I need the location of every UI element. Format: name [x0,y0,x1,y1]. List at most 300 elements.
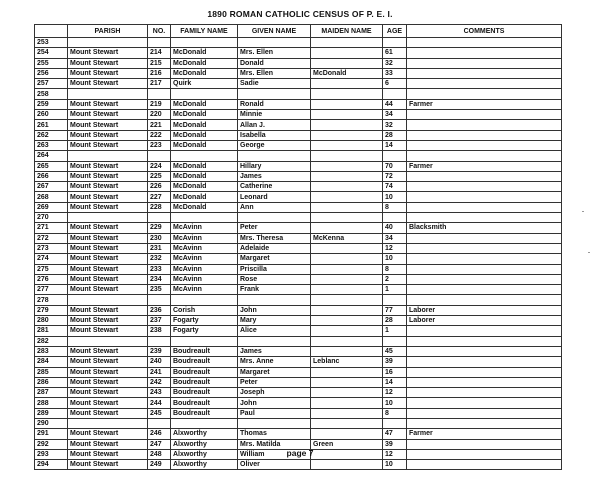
header-line-number [35,25,68,38]
table-row [35,367,562,377]
cell-parish: Mount Stewart [68,388,148,398]
cell-age: 10 [383,254,407,264]
cell-parish: Mount Stewart [68,460,148,470]
cell-comments [407,130,562,140]
cell-line-number: 293 [35,449,68,459]
cell-line-number: 274 [35,254,68,264]
cell-line-number: 271 [35,223,68,233]
cell-family-name: McDonald [171,120,238,130]
cell-no: 237 [148,316,171,326]
cell-age: 32 [383,120,407,130]
cell-family-name: Fogarty [171,326,238,336]
cell-line-number: 282 [35,336,68,346]
cell-comments [407,336,562,346]
cell-given-name: Donald [238,58,311,68]
cell-family-name: McAvinn [171,254,238,264]
cell-family-name: Boudreault [171,408,238,418]
table-row [35,79,562,89]
cell-given-name: Mary [238,316,311,326]
cell-maiden-name: Green [311,439,383,449]
cell-no: 223 [148,140,171,150]
cell-age: 10 [383,460,407,470]
cell-line-number: 265 [35,161,68,171]
cell-family-name: McDonald [171,68,238,78]
cell-given-name [238,418,311,428]
table-row [35,48,562,58]
cell-comments [407,377,562,387]
cell-maiden-name [311,161,383,171]
cell-maiden-name [311,367,383,377]
cell-line-number: 264 [35,151,68,161]
cell-family-name: McDonald [171,99,238,109]
cell-parish: Mount Stewart [68,264,148,274]
cell-given-name: William [238,449,311,459]
cell-parish: Mount Stewart [68,192,148,202]
cell-line-number: 281 [35,326,68,336]
cell-maiden-name: Leblanc [311,357,383,367]
cell-comments [407,213,562,223]
cell-comments [407,58,562,68]
cell-age: 40 [383,223,407,233]
table-row [35,295,562,305]
cell-line-number: 288 [35,398,68,408]
cell-line-number: 270 [35,213,68,223]
cell-no: 245 [148,408,171,418]
cell-parish: Mount Stewart [68,346,148,356]
header-comments: COMMENTS [407,25,562,38]
table-row [35,171,562,181]
cell-family-name [171,213,238,223]
table-row [35,316,562,326]
cell-parish: Mount Stewart [68,243,148,253]
cell-age: 72 [383,171,407,181]
cell-given-name: Priscilla [238,264,311,274]
cell-age [383,295,407,305]
cell-parish: Mount Stewart [68,99,148,109]
cell-given-name: Oliver [238,460,311,470]
cell-parish: Mount Stewart [68,398,148,408]
cell-line-number: 255 [35,58,68,68]
table-row [35,233,562,243]
cell-no: 234 [148,274,171,284]
cell-parish: Mount Stewart [68,171,148,181]
cell-comments [407,120,562,130]
cell-maiden-name [311,48,383,58]
cell-age: 33 [383,68,407,78]
cell-no: 220 [148,110,171,120]
table-row [35,58,562,68]
census-table [34,24,562,470]
cell-given-name: Mrs. Ellen [238,68,311,78]
cell-comments [407,418,562,428]
cell-parish: Mount Stewart [68,254,148,264]
cell-comments [407,326,562,336]
table-body [35,38,562,470]
header-row [35,25,562,38]
cell-line-number: 268 [35,192,68,202]
cell-family-name [171,295,238,305]
table-row [35,274,562,284]
table-row [35,192,562,202]
cell-no: 239 [148,346,171,356]
cell-parish: Mount Stewart [68,182,148,192]
cell-family-name: McDonald [171,192,238,202]
cell-age: 14 [383,377,407,387]
cell-comments [407,295,562,305]
table-row [35,99,562,109]
cell-line-number: 283 [35,346,68,356]
cell-no [148,151,171,161]
cell-family-name: McAvinn [171,243,238,253]
cell-given-name: Leonard [238,192,311,202]
cell-family-name: McDonald [171,161,238,171]
cell-parish: Mount Stewart [68,367,148,377]
cell-no: 249 [148,460,171,470]
cell-no: 230 [148,233,171,243]
cell-comments [407,346,562,356]
cell-comments [407,388,562,398]
cell-family-name: Boudreault [171,398,238,408]
cell-family-name [171,336,238,346]
cell-maiden-name [311,408,383,418]
table-row [35,213,562,223]
cell-comments: Farmer [407,161,562,171]
cell-family-name: McDonald [171,171,238,181]
cell-given-name: Peter [238,223,311,233]
cell-comments [407,398,562,408]
cell-parish: Mount Stewart [68,408,148,418]
cell-no [148,336,171,346]
table-row [35,89,562,99]
cell-line-number: 290 [35,418,68,428]
cell-no: 246 [148,429,171,439]
table-row [35,377,562,387]
cell-parish: Mount Stewart [68,79,148,89]
cell-no [148,89,171,99]
cell-maiden-name [311,316,383,326]
cell-comments [407,182,562,192]
cell-given-name: Ronald [238,99,311,109]
table-row [35,285,562,295]
cell-given-name: Hillary [238,161,311,171]
cell-maiden-name [311,305,383,315]
cell-age: 10 [383,398,407,408]
cell-comments [407,408,562,418]
cell-family-name: McDonald [171,202,238,212]
cell-family-name: Boudreault [171,377,238,387]
cell-parish: Mount Stewart [68,429,148,439]
cell-line-number: 267 [35,182,68,192]
cell-no: 229 [148,223,171,233]
cell-maiden-name [311,377,383,387]
cell-family-name: McDonald [171,140,238,150]
cell-parish: Mount Stewart [68,439,148,449]
header-age: AGE [383,25,407,38]
cell-given-name: John [238,305,311,315]
cell-family-name: Quirk [171,79,238,89]
cell-parish: Mount Stewart [68,223,148,233]
cell-given-name: John [238,398,311,408]
cell-line-number: 269 [35,202,68,212]
cell-no: 228 [148,202,171,212]
cell-comments [407,357,562,367]
cell-no: 219 [148,99,171,109]
cell-given-name: Ann [238,202,311,212]
cell-age [383,336,407,346]
table-row [35,120,562,130]
cell-no: 243 [148,388,171,398]
cell-family-name [171,418,238,428]
cell-maiden-name [311,429,383,439]
cell-parish: Mount Stewart [68,202,148,212]
table-row [35,326,562,336]
cell-age: 34 [383,233,407,243]
cell-family-name [171,38,238,48]
table-row [35,110,562,120]
header-family-name: FAMILY NAME [171,25,238,38]
cell-given-name: Rose [238,274,311,284]
cell-comments [407,151,562,161]
table-row [35,305,562,315]
cell-parish: Mount Stewart [68,233,148,243]
cell-parish: Mount Stewart [68,58,148,68]
cell-given-name: Allan J. [238,120,311,130]
table-header [35,25,562,38]
cell-maiden-name [311,243,383,253]
header-no: NO. [148,25,171,38]
cell-family-name: McDonald [171,58,238,68]
cell-no [148,213,171,223]
header-parish: PARISH [68,25,148,38]
table-row [35,429,562,439]
cell-no: 221 [148,120,171,130]
cell-comments [407,243,562,253]
cell-parish [68,151,148,161]
table-row [35,357,562,367]
cell-parish [68,295,148,305]
cell-line-number: 294 [35,460,68,470]
cell-line-number: 289 [35,408,68,418]
cell-line-number: 280 [35,316,68,326]
cell-comments [407,48,562,58]
cell-age: 8 [383,264,407,274]
cell-parish: Mount Stewart [68,326,148,336]
table-row [35,151,562,161]
cell-maiden-name [311,274,383,284]
cell-comments [407,89,562,99]
cell-no: 247 [148,439,171,449]
cell-given-name: Minnie [238,110,311,120]
cell-age [383,213,407,223]
cell-line-number: 273 [35,243,68,253]
cell-no: 227 [148,192,171,202]
cell-age: 1 [383,285,407,295]
cell-family-name: Boudreault [171,357,238,367]
cell-maiden-name [311,38,383,48]
cell-given-name: Mrs. Matilda [238,439,311,449]
cell-comments [407,38,562,48]
cell-age: 45 [383,346,407,356]
table-row [35,202,562,212]
cell-comments: Laborer [407,305,562,315]
cell-line-number: 261 [35,120,68,130]
cell-given-name: James [238,346,311,356]
table-row [35,254,562,264]
cell-line-number: 291 [35,429,68,439]
cell-line-number: 260 [35,110,68,120]
cell-parish: Mount Stewart [68,68,148,78]
cell-maiden-name [311,202,383,212]
cell-maiden-name [311,58,383,68]
table-row [35,243,562,253]
cell-given-name [238,38,311,48]
cell-age [383,418,407,428]
cell-maiden-name: McDonald [311,68,383,78]
cell-family-name: McAvinn [171,223,238,233]
cell-no: 233 [148,264,171,274]
cell-comments [407,68,562,78]
cell-maiden-name [311,336,383,346]
cell-line-number: 284 [35,357,68,367]
cell-age: 1 [383,326,407,336]
cell-age: 28 [383,316,407,326]
cell-age: 47 [383,429,407,439]
cell-age: 12 [383,388,407,398]
cell-given-name: Isabella [238,130,311,140]
cell-given-name [238,89,311,99]
cell-age: 10 [383,192,407,202]
cell-comments [407,233,562,243]
cell-age: 2 [383,274,407,284]
cell-line-number: 276 [35,274,68,284]
cell-line-number: 286 [35,377,68,387]
cell-line-number: 275 [35,264,68,274]
cell-line-number: 266 [35,171,68,181]
cell-no: 224 [148,161,171,171]
cell-given-name [238,151,311,161]
cell-given-name [238,295,311,305]
cell-no [148,38,171,48]
cell-maiden-name [311,295,383,305]
cell-family-name: McDonald [171,130,238,140]
scan-speck [588,252,590,253]
table-row [35,408,562,418]
cell-maiden-name [311,182,383,192]
table-row [35,182,562,192]
cell-parish: Mount Stewart [68,449,148,459]
table-row [35,130,562,140]
cell-given-name: Sadie [238,79,311,89]
cell-no: 244 [148,398,171,408]
cell-maiden-name [311,326,383,336]
cell-parish: Mount Stewart [68,285,148,295]
cell-line-number: 256 [35,68,68,78]
cell-family-name: Alxworthy [171,439,238,449]
cell-no: 235 [148,285,171,295]
table-row [35,264,562,274]
cell-parish [68,213,148,223]
page-number: page 7 [286,448,314,458]
cell-line-number: 277 [35,285,68,295]
table-row [35,140,562,150]
cell-no: 216 [148,68,171,78]
cell-family-name: Boudreault [171,388,238,398]
cell-line-number: 259 [35,99,68,109]
cell-age [383,151,407,161]
cell-parish: Mount Stewart [68,377,148,387]
table-row [35,223,562,233]
document-title: 1890 ROMAN CATHOLIC CENSUS OF P. E. I. [207,9,393,19]
cell-parish: Mount Stewart [68,140,148,150]
cell-comments [407,79,562,89]
cell-family-name: Corish [171,305,238,315]
cell-maiden-name [311,110,383,120]
cell-age: 8 [383,202,407,212]
cell-given-name: Thomas [238,429,311,439]
cell-line-number: 254 [35,48,68,58]
cell-parish [68,336,148,346]
table-row [35,336,562,346]
cell-parish [68,38,148,48]
cell-family-name [171,151,238,161]
cell-comments [407,264,562,274]
cell-family-name: Boudreault [171,367,238,377]
cell-age: 32 [383,58,407,68]
cell-given-name: James [238,171,311,181]
cell-age: 61 [383,48,407,58]
cell-parish: Mount Stewart [68,316,148,326]
cell-no: 215 [148,58,171,68]
cell-comments: Farmer [407,99,562,109]
cell-comments [407,171,562,181]
cell-line-number: 292 [35,439,68,449]
cell-age: 8 [383,408,407,418]
cell-family-name: Alxworthy [171,429,238,439]
cell-maiden-name: McKenna [311,233,383,243]
cell-maiden-name [311,120,383,130]
table-row [35,38,562,48]
cell-parish: Mount Stewart [68,48,148,58]
cell-maiden-name [311,418,383,428]
cell-line-number: 285 [35,367,68,377]
cell-given-name: Paul [238,408,311,418]
cell-age: 14 [383,140,407,150]
cell-parish: Mount Stewart [68,110,148,120]
cell-parish: Mount Stewart [68,161,148,171]
cell-maiden-name [311,254,383,264]
cell-comments [407,192,562,202]
table-row [35,68,562,78]
cell-age: 34 [383,110,407,120]
cell-no: 225 [148,171,171,181]
cell-no: 238 [148,326,171,336]
cell-family-name: Alxworthy [171,449,238,459]
cell-parish [68,89,148,99]
cell-parish: Mount Stewart [68,120,148,130]
cell-age: 74 [383,182,407,192]
cell-maiden-name [311,388,383,398]
scan-speck [582,211,584,212]
cell-maiden-name [311,346,383,356]
cell-given-name: Alice [238,326,311,336]
table-row [35,398,562,408]
cell-no: 214 [148,48,171,58]
cell-no [148,418,171,428]
cell-no: 236 [148,305,171,315]
cell-maiden-name [311,140,383,150]
cell-parish: Mount Stewart [68,274,148,284]
cell-given-name [238,336,311,346]
